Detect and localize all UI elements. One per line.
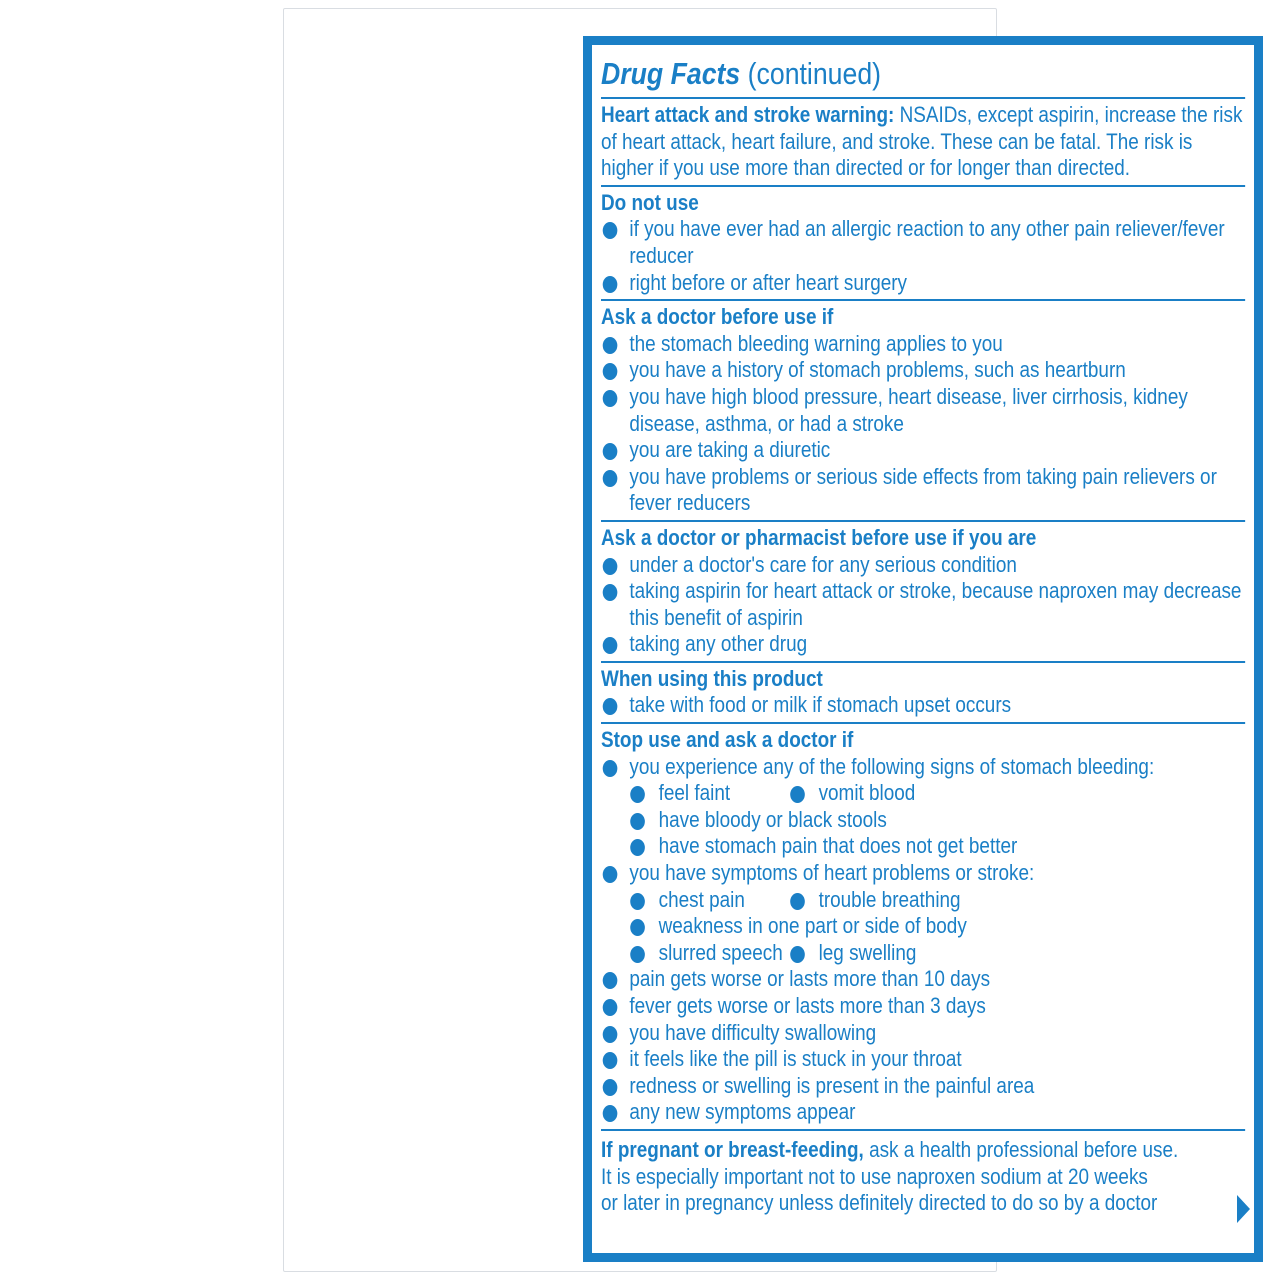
heart-signs-row — [601, 940, 1245, 967]
heart-signs-list — [601, 913, 1245, 940]
drug-facts-panel — [583, 36, 1263, 1262]
sub-list-item: leg swelling — [790, 940, 916, 967]
ask-pharmacist-list — [601, 552, 1245, 658]
heart-warning-section — [601, 99, 1245, 185]
list-item: you are taking a diuretic — [601, 437, 1245, 464]
pregnancy-heading: If pregnant or breast-feeding, — [601, 1136, 864, 1162]
list-item: right before or after heart surgery — [601, 270, 1245, 297]
list-item: fever gets worse or lasts more than 3 days — [601, 993, 1245, 1020]
list-item: taking aspirin for heart attack or stroke, because naproxen may decrease this benefit of aspirin — [601, 578, 1245, 631]
list-item: you have a history of stomach problems, such as heartburn — [601, 357, 1245, 384]
sub-list-item: feel faint — [601, 780, 790, 807]
sub-list-item: chest pain — [601, 887, 790, 914]
sub-list-item: have stomach pain that does not get better — [601, 833, 1245, 860]
when-using-list — [601, 692, 1245, 719]
sub-list-item: slurred speech — [601, 940, 790, 967]
do-not-use-list — [601, 216, 1245, 296]
list-item: take with food or milk if stomach upset occurs — [601, 692, 1245, 719]
list-item: if you have ever had an allergic reaction to any other pain reliever/fever reducer — [601, 216, 1245, 269]
bleeding-signs-row — [601, 780, 1245, 807]
pregnancy-section — [601, 1131, 1245, 1220]
arrow-right-icon — [1237, 1195, 1250, 1223]
list-item: you have problems or serious side effects from taking pain relievers or fever reducers — [601, 464, 1245, 517]
do-not-use-heading: Do not use — [601, 189, 699, 215]
title-rest: (continued) — [740, 56, 882, 91]
ask-doctor-heading: Ask a doctor before use if — [601, 304, 834, 330]
list-item: you have symptoms of heart problems or stroke: — [601, 860, 1245, 887]
pregnancy-line-3: or later in pregnancy unless definitely directed to do so by a doctor — [601, 1190, 1158, 1216]
heart-warning-heading: Heart attack and stroke warning: — [601, 102, 895, 127]
list-item: taking any other drug — [601, 631, 1245, 658]
heart-warning-text: NSAIDs, except aspirin, increase the risk of heart attack, heart failure, and stroke. These can be fatal. The risk is higher if you use more than directed or for longer than directed. — [601, 102, 1243, 181]
list-item: any new symptoms appear — [601, 1099, 1245, 1126]
list-item: you experience any of the following signs of stomach bleeding: — [601, 754, 1245, 781]
panel-title — [601, 53, 1245, 97]
bleeding-signs-list — [601, 807, 1245, 887]
stop-use-section — [601, 724, 1245, 1129]
stop-use-heading: Stop use and ask a doctor if — [601, 727, 854, 753]
label-card — [283, 8, 1243, 1272]
list-item: you have difficulty swallowing — [601, 1020, 1245, 1047]
stop-use-more-list — [601, 966, 1245, 1126]
ask-doctor-list — [601, 331, 1245, 517]
list-item: you have high blood pressure, heart disease, liver cirrhosis, kidney disease, asthma, or had a stroke — [601, 384, 1245, 437]
pregnancy-text: ask a health professional before use. — [863, 1136, 1179, 1162]
ask-doctor-section — [601, 301, 1245, 520]
sub-list-item: trouble breathing — [790, 887, 960, 914]
list-item: it feels like the pill is stuck in your throat — [601, 1046, 1245, 1073]
stop-use-list — [601, 754, 1245, 781]
sub-list-item: weakness in one part or side of body — [601, 913, 1245, 940]
sub-list-item: vomit blood — [790, 780, 915, 807]
ask-pharmacist-section — [601, 522, 1245, 661]
heart-signs-row — [601, 887, 1245, 914]
list-item: under a doctor's care for any serious condition — [601, 552, 1245, 579]
pregnancy-line-2: It is especially important not to use naproxen sodium at 20 weeks — [601, 1163, 1148, 1189]
title-bold: Drug Facts — [601, 56, 741, 91]
list-item: redness or swelling is present in the painful area — [601, 1073, 1245, 1100]
when-using-section — [601, 663, 1245, 722]
sub-list-item: have bloody or black stools — [601, 807, 1245, 834]
when-using-heading: When using this product — [601, 665, 823, 691]
list-item: the stomach bleeding warning applies to you — [601, 331, 1245, 358]
list-item: pain gets worse or lasts more than 10 days — [601, 966, 1245, 993]
drug-facts-content — [601, 53, 1243, 1220]
ask-pharmacist-heading: Ask a doctor or pharmacist before use if you are — [601, 524, 1037, 550]
do-not-use-section — [601, 187, 1245, 299]
